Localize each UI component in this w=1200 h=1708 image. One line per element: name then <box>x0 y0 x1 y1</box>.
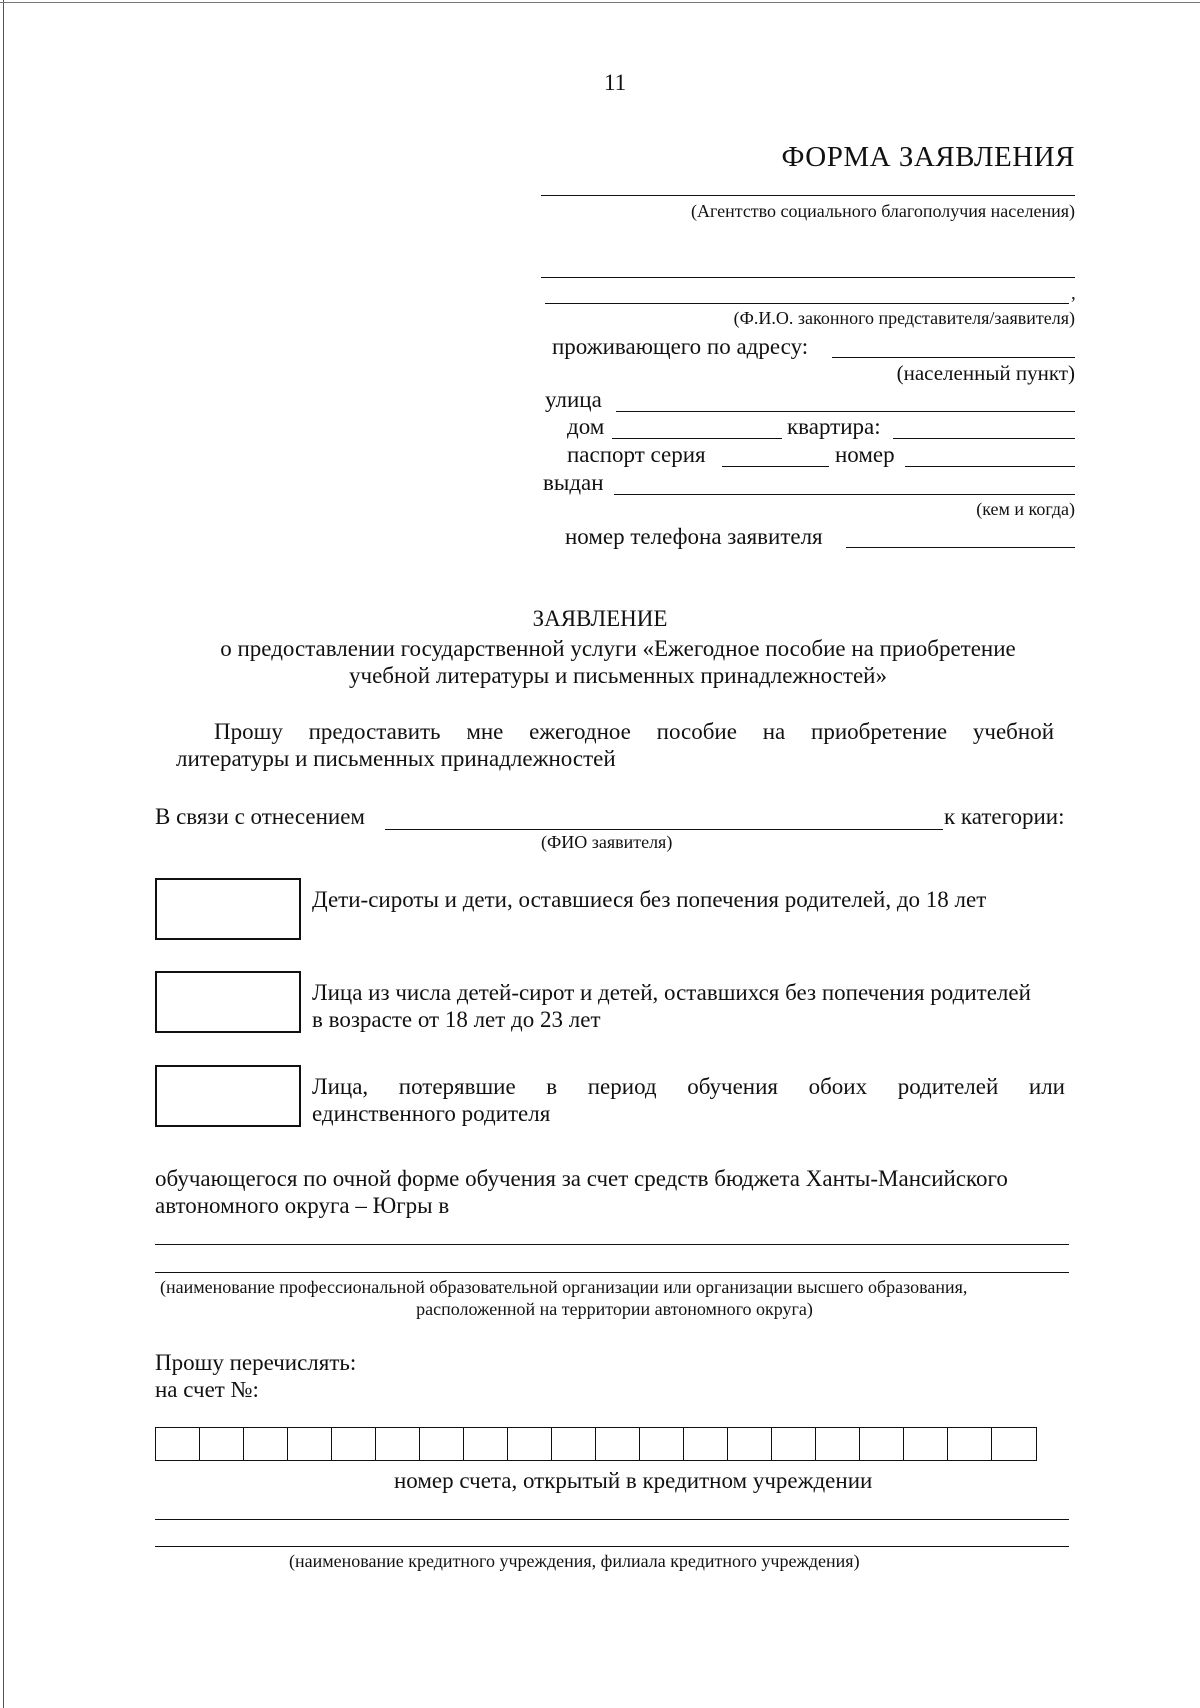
issued-field[interactable] <box>614 494 1075 495</box>
category-3-text-line1: Лица, потерявшие в период обучения обоих родителей или <box>312 1074 1065 1099</box>
apartment-field[interactable] <box>893 438 1075 439</box>
passport-series-field[interactable] <box>722 466 829 467</box>
scan-border-top <box>0 2 1200 3</box>
account-digit-cell[interactable] <box>772 1428 816 1460</box>
organization-caption-line2: расположенной на территории автономного округа) <box>416 1299 813 1319</box>
category-suffix: к категории: <box>944 804 1065 829</box>
application-subtitle-line1: о предоставлении государственной услуги «Ежегодное пособие на приобретение <box>220 636 1016 661</box>
agency-field[interactable] <box>541 195 1075 196</box>
account-digit-cell[interactable] <box>640 1428 684 1460</box>
account-caption: номер счета, открытый в кредитном учреждении <box>394 1468 873 1493</box>
fio-caption: (Ф.И.О. законного представителя/заявителя) <box>733 308 1075 328</box>
account-digit-cell[interactable] <box>156 1428 200 1460</box>
locality-caption: (населенный пункт) <box>896 361 1075 385</box>
account-digit-cell[interactable] <box>992 1428 1036 1460</box>
address-label: проживающего по адресу: <box>552 334 809 359</box>
account-digit-cell[interactable] <box>376 1428 420 1460</box>
organization-field-line1[interactable] <box>155 1244 1069 1245</box>
category-checkbox-3[interactable] <box>155 1065 301 1127</box>
education-text-line2: автономного округа – Югры в <box>155 1193 450 1218</box>
request-text-line1: Прошу предоставить мне ежегодное пособие на приобретение учебной <box>214 719 1054 744</box>
account-digit-cell[interactable] <box>552 1428 596 1460</box>
account-digit-cell[interactable] <box>596 1428 640 1460</box>
category-3-text-line2: единственного родителя <box>312 1101 551 1126</box>
account-digit-cell[interactable] <box>508 1428 552 1460</box>
category-2-text-line1: Лица из числа детей-сирот и детей, оставшихся без попечения родителей <box>312 980 1031 1005</box>
account-digit-cell[interactable] <box>288 1428 332 1460</box>
page-number: 11 <box>604 70 627 95</box>
account-digit-cell[interactable] <box>420 1428 464 1460</box>
house-label: дом <box>567 414 605 439</box>
street-field[interactable] <box>616 411 1075 412</box>
category-checkbox-1[interactable] <box>155 878 301 940</box>
passport-series-label: паспорт серия <box>567 442 706 467</box>
account-digit-cell[interactable] <box>200 1428 244 1460</box>
organization-field-line2[interactable] <box>155 1272 1069 1273</box>
account-digit-cell[interactable] <box>860 1428 904 1460</box>
apartment-label: квартира: <box>787 414 881 439</box>
scan-border-left <box>3 0 4 1708</box>
application-title: ЗАЯВЛЕНИЕ <box>532 606 668 631</box>
education-text-line1: обучающегося по очной форме обучения за счет средств бюджета Ханты-Мансийского <box>155 1166 1008 1191</box>
issued-caption: (кем и когда) <box>976 499 1075 519</box>
category-checkbox-2[interactable] <box>155 971 301 1033</box>
account-label: на счет №: <box>155 1377 259 1402</box>
passport-number-field[interactable] <box>905 466 1075 467</box>
bank-field-line1[interactable] <box>155 1519 1069 1520</box>
agency-caption: (Агентство социального благополучия населения) <box>690 201 1075 221</box>
form-title: ФОРМА ЗАЯВЛЕНИЯ <box>781 141 1075 173</box>
house-field[interactable] <box>612 438 782 439</box>
applicant-caption: (ФИО заявителя) <box>541 832 673 852</box>
account-digit-cell[interactable] <box>244 1428 288 1460</box>
applicant-name-field[interactable] <box>385 829 943 830</box>
account-digit-cell[interactable] <box>684 1428 728 1460</box>
account-digit-cell[interactable] <box>816 1428 860 1460</box>
bank-caption: (наименование кредитного учреждения, филиала кредитного учреждения) <box>289 1551 860 1571</box>
account-digit-cell[interactable] <box>904 1428 948 1460</box>
fio-field-line1[interactable] <box>541 277 1075 278</box>
issued-label: выдан <box>543 470 604 495</box>
bank-field-line2[interactable] <box>155 1546 1069 1547</box>
account-digit-cell[interactable] <box>332 1428 376 1460</box>
payment-request-label: Прошу перечислять: <box>155 1350 357 1375</box>
request-text-line2: литературы и письменных принадлежностей <box>176 746 616 771</box>
account-digit-cell[interactable] <box>464 1428 508 1460</box>
account-digit-cell[interactable] <box>728 1428 772 1460</box>
account-number-grid[interactable] <box>155 1427 1037 1461</box>
organization-caption-line1: (наименование профессиональной образовательной организации или организации высшего образования, <box>160 1277 968 1297</box>
category-1-text: Дети-сироты и дети, оставшиеся без попечения родителей, до 18 лет <box>312 887 987 912</box>
street-label: улица <box>545 387 602 412</box>
category-2-text-line2: в возрасте от 18 лет до 23 лет <box>312 1007 601 1032</box>
fio-comma: , <box>1071 283 1076 304</box>
phone-label: номер телефона заявителя <box>565 524 823 549</box>
address-field[interactable] <box>832 357 1075 358</box>
account-digit-cell[interactable] <box>948 1428 992 1460</box>
fio-field-line2[interactable] <box>545 303 1069 304</box>
category-prefix: В связи с отнесением <box>155 804 365 829</box>
application-subtitle-line2: учебной литературы и письменных принадлежностей» <box>349 663 887 688</box>
phone-field[interactable] <box>846 547 1075 548</box>
passport-number-label: номер <box>835 442 895 467</box>
